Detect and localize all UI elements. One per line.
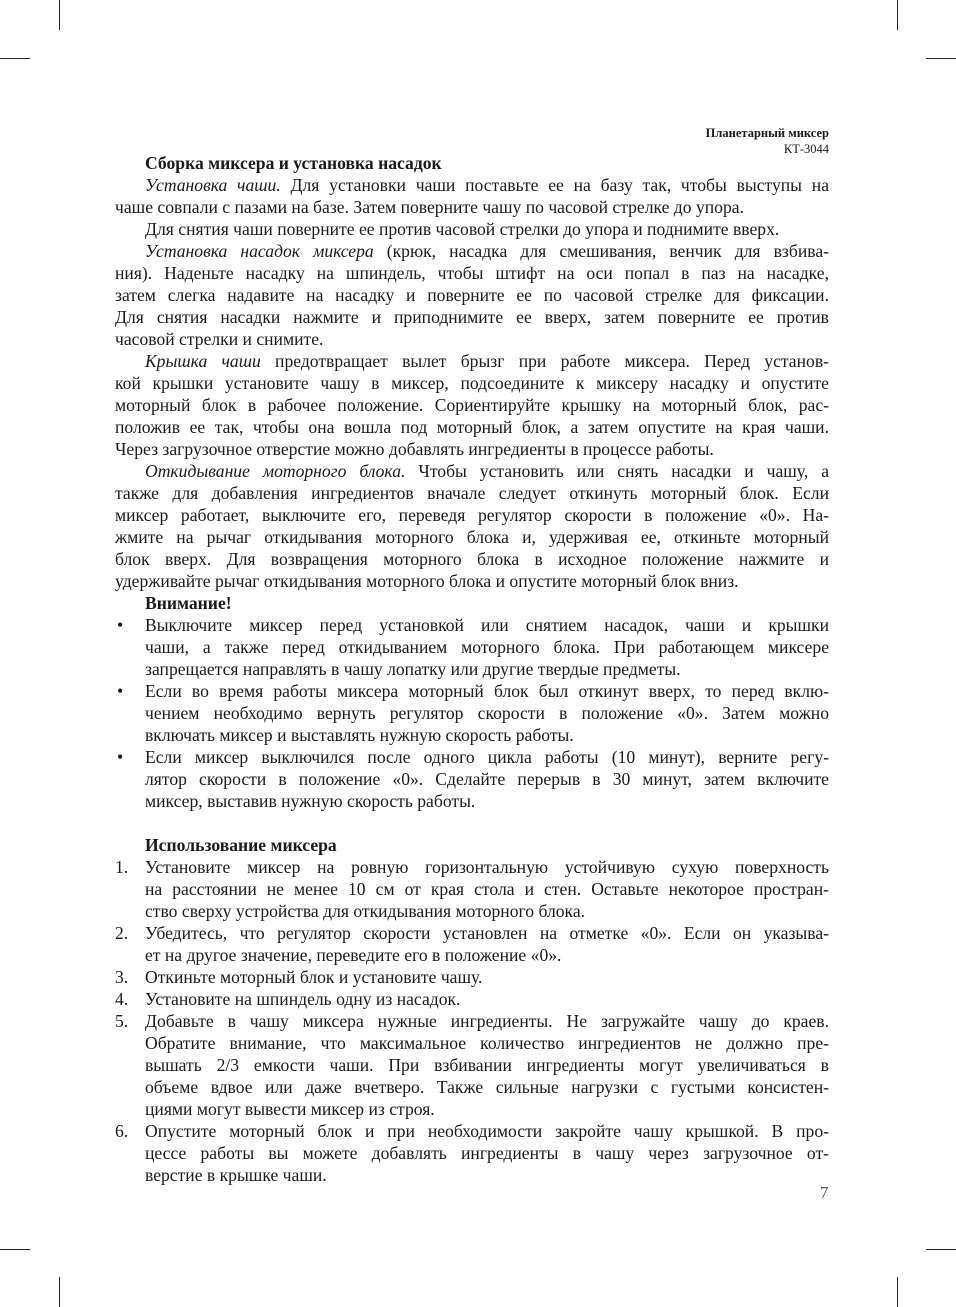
list-marker: 4. (115, 989, 129, 1009)
text-line: цессе работы вы можете добавлять ингредиенты в чашу через загрузочное от- (145, 1143, 829, 1163)
text-line: Выключите миксер перед установкой или снятием насадок, чаши и крышки (145, 615, 829, 635)
paragraph (115, 350, 829, 460)
text-line (115, 240, 829, 262)
text-line: лятор скорости в положение «0». Сделайте перерыв в 30 минут, затем включите (145, 769, 829, 789)
section-heading: Использование миксера (145, 835, 337, 855)
numbered-item (115, 988, 829, 1010)
text-line: положив ее так, чтобы она вошла под моторный блок, а затем опустите на края чаши. (115, 417, 829, 437)
text-line: моторный блок в рабочее положение. Сориентируйте крышку на моторный блок, рас- (115, 395, 829, 415)
text-line: ство сверху устройства для откидывания моторного блока. (145, 901, 586, 921)
section-heading: Внимание! (145, 593, 232, 613)
list-marker: 1. (115, 857, 129, 877)
line-text: предотвращает вылет брызг при работе миксера. Перед установ- (260, 351, 829, 371)
crop-mark (59, 1277, 60, 1307)
numbered-item (115, 1120, 829, 1186)
italic-lead: Откидывание моторного блока. (145, 461, 406, 481)
text-line: на расстоянии не менее 10 см от края стола и стен. Оставьте некоторое простран- (145, 879, 829, 899)
text-line: миксер, выставив нужную скорость работы. (145, 791, 476, 811)
list-marker: 5. (115, 1011, 129, 1031)
text-line: чением необходимо вернуть регулятор скорости в положение «0». Затем можно (145, 703, 829, 723)
text-line: удерживайте рычаг откидывания моторного блока и опустите моторный блок вниз. (115, 571, 739, 591)
page-number: 7 (820, 1183, 829, 1202)
crop-mark (897, 0, 898, 30)
numbered-item (115, 966, 829, 988)
text-line: миксер работает, выключите его, переведя регулятор скорости в положение «0». На- (115, 505, 829, 525)
text-line: Обратите внимание, что максимальное количество ингредиентов не должно пре- (145, 1033, 829, 1053)
paragraph (115, 174, 829, 218)
text-line: верстие в крышке чаши. (145, 1165, 327, 1185)
text-line (115, 174, 829, 196)
text-line: Опустите моторный блок и при необходимости закройте чашу крышкой. В про- (145, 1121, 829, 1141)
text-line: включать миксер и выставлять нужную скорость работы. (145, 725, 574, 745)
crop-mark (926, 58, 956, 59)
text-line: циями могут вывести миксер из строя. (145, 1099, 435, 1119)
list-marker: • (117, 681, 124, 701)
document-body (115, 152, 829, 1186)
text-line: запрещается направлять в чашу лопатку или другие твердые предметы. (145, 659, 681, 679)
text-line: Установите миксер на ровную горизонтальную устойчивую сухую поверхность (145, 857, 829, 877)
line-text: Для установки чаши поставьте ее на базу так, чтобы выступы на (280, 175, 830, 195)
paragraph (115, 240, 829, 350)
text-line: ет на другое значение, переведите его в положение «0». (145, 945, 562, 965)
crop-mark (926, 1249, 956, 1250)
text-line: Для снятия чаши поверните ее против часовой стрелки до упора и поднимите вверх. (145, 219, 780, 239)
text-line: Убедитесь, что регулятор скорости установлен на отметке «0». Если он указыва- (145, 923, 829, 943)
list-marker: 3. (115, 967, 129, 987)
header-product: Планетарный миксер (705, 126, 829, 140)
text-line: затем слегка надавите на насадку и поверните ее по часовой стрелке для фиксации. (115, 285, 829, 305)
italic-lead: Установка насадок миксера (145, 241, 374, 261)
text-line: кой крышки установите чашу в миксер, подсоедините к миксеру насадку и опустите (115, 373, 829, 393)
text-line: Для снятия насадки нажмите и приподнимите ее вверх, затем поверните ее против (115, 307, 829, 327)
list-marker: 2. (115, 923, 129, 943)
bullet-item (115, 746, 829, 812)
crop-mark (0, 1249, 30, 1250)
paragraph (115, 460, 829, 592)
text-line: объеме вдвое или даже вчетверо. Также сильные нагрузки с густыми консистен- (145, 1077, 829, 1097)
italic-lead: Установка чаши. (145, 175, 281, 195)
text-line: также для добавления ингредиентов вначале следует откинуть моторный блок. Если (115, 483, 829, 503)
numbered-item (115, 856, 829, 922)
crop-mark (897, 1277, 898, 1307)
text-line: ния). Наденьте насадку на шпиндель, чтобы штифт на оси попал в паз на насадке, (115, 263, 829, 283)
list-marker: • (117, 747, 124, 767)
text-line: Через загрузочное отверстие можно добавлять ингредиенты в процессе работы. (115, 439, 714, 459)
text-line (115, 460, 829, 482)
text-line (115, 350, 829, 372)
list-marker: 6. (115, 1121, 129, 1141)
bullet-item (115, 680, 829, 746)
crop-mark (59, 0, 60, 30)
crop-mark (0, 58, 30, 59)
text-line: Если миксер выключился после одного цикла работы (10 минут), верните регу- (145, 747, 829, 767)
text-line: чаше совпали с пазами на базе. Затем поверните чашу по часовой стрелке до упора. (115, 197, 744, 217)
text-line: Откиньте моторный блок и установите чашу. (145, 967, 483, 987)
spacer (115, 812, 829, 834)
text-line: жмите на рычаг откидывания моторного блока и, удерживая ее, откиньте моторный (115, 527, 829, 547)
text-line: Добавьте в чашу миксера нужные ингредиенты. Не загружайте чашу до краев. (145, 1011, 829, 1031)
numbered-item (115, 922, 829, 966)
numbered-item (115, 1010, 829, 1120)
header-model: КТ-3044 (783, 142, 829, 156)
text-line: вышать 2/3 емкости чаши. При взбивании ингредиенты могут увеличиваться в (145, 1055, 829, 1075)
line-text: Чтобы установить или снять насадки и чашу, а (405, 461, 829, 481)
section-heading: Сборка миксера и установка насадок (145, 153, 442, 173)
bullet-item (115, 614, 829, 680)
paragraph (115, 218, 829, 240)
text-line: блок вверх. Для возвращения моторного блока в исходное положение нажмите и (115, 549, 829, 569)
text-line: Установите на шпиндель одну из насадок. (145, 989, 461, 1009)
italic-lead: Крышка чаши (145, 351, 261, 371)
text-line: Если во время работы миксера моторный блок был откинут вверх, то перед вклю- (145, 681, 829, 701)
text-line: чаши, а также перед откидыванием моторного блока. При работающем миксере (145, 637, 829, 657)
text-line: часовой стрелки и снимите. (115, 329, 324, 349)
line-text: (крюк, насадка для смешивания, венчик для взбива- (373, 241, 829, 261)
list-marker: • (117, 615, 124, 635)
